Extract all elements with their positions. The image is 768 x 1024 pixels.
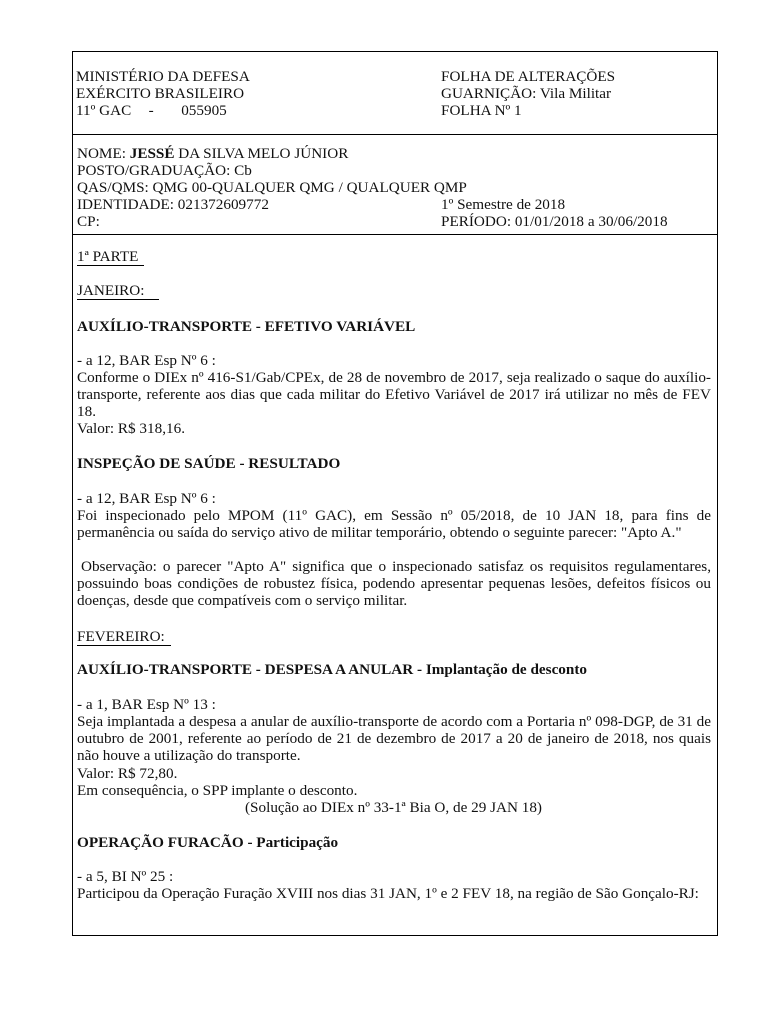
name-label: NOME:	[77, 145, 126, 162]
header-divider	[72, 134, 718, 135]
section3-title-sub: - Implantação de desconto	[413, 661, 587, 678]
name-rest: DA SILVA MELO JÚNIOR	[178, 145, 349, 162]
month-february-text: FEVEREIRO:	[77, 628, 171, 646]
person-cp: CP:	[77, 213, 100, 230]
part-heading	[77, 248, 144, 266]
section3-consequence: Em consequência, o SPP implante o desconto.	[77, 782, 358, 799]
person-divider	[72, 234, 718, 235]
ministry-label: MINISTÉRIO DA DEFESA	[76, 68, 250, 85]
section4-title-sub: - Participação	[243, 834, 339, 851]
section3-ref: - a 1, BAR Esp Nº 13 :	[77, 696, 216, 713]
person-period: PERÍODO: 01/01/2018 a 30/06/2018	[441, 213, 668, 230]
header-right	[441, 68, 615, 119]
section3-title-main: AUXÍLIO-TRANSPORTE - DESPESA A ANULAR	[77, 661, 414, 678]
part-heading-text: 1ª PARTE	[77, 248, 144, 266]
section1-title: AUXÍLIO-TRANSPORTE - EFETIVO VARIÁVEL	[77, 318, 416, 335]
section2-text: Foi inspecionado pelo MPOM (11º GAC), em Sessão nº 05/2018, de 10 JAN 18, para fins de permanência ou saída do serviço ativo de militar temporário, obtendo o seguinte parecer: "Apto A."	[77, 507, 711, 541]
section4-title	[77, 834, 338, 851]
person-name	[77, 145, 348, 162]
person-qas: QAS/QMS: QMG 00-QUALQUER QMG / QUALQUER QMP	[77, 179, 467, 196]
name-first: JESSÉ	[129, 145, 175, 162]
unit-name: 11º GAC	[76, 102, 132, 119]
header-left	[76, 68, 250, 119]
section1-ref: - a 12, BAR Esp Nº 6 :	[77, 352, 216, 369]
sheet-number: FOLHA Nº 1	[441, 102, 522, 119]
unit-code: 055905	[181, 102, 227, 119]
section4-title-main: OPERAÇÃO FURACÃO	[77, 834, 244, 851]
section3-text: Seja implantada a despesa a anular de auxílio-transporte de acordo com a Portaria nº 098-DGP, de 31 de outubro de 2001, referente ao período de 21 de dezembro de 2017 a 20 de janeiro de 2018, nos quais não houve a utilização do transporte.	[77, 713, 711, 764]
person-id: IDENTIDADE: 021372609772	[77, 196, 269, 213]
person-rank: POSTO/GRADUAÇÃO: Cb	[77, 162, 252, 179]
section1-value: Valor: R$ 318,16.	[77, 420, 185, 437]
army-label: EXÉRCITO BRASILEIRO	[76, 85, 245, 102]
month-january-text: JANEIRO:	[77, 282, 159, 300]
month-february	[77, 628, 171, 646]
section3-solution: (Solução ao DIEx nº 33-1ª Bia O, de 29 JAN 18)	[245, 799, 542, 816]
unit-dash: -	[148, 102, 154, 119]
section1-text: Conforme o DIEx nº 416-S1/Gab/CPEx, de 28 de novembro de 2017, seja realizado o saque do auxílio-transporte, referente aos dias que cada militar do Efetivo Variável de 2017 irá utilizar no mês de FEV 18.	[77, 369, 711, 420]
unit-line	[76, 102, 250, 119]
section2-ref: - a 12, BAR Esp Nº 6 :	[77, 490, 216, 507]
section3-title	[77, 661, 587, 678]
section4-text: Participou da Operação Furação XVIII nos dias 31 JAN, 1º e 2 FEV 18, na região de São Gonçalo-RJ:	[77, 885, 699, 902]
garrison-label: GUARNIÇÃO: Vila Militar	[441, 85, 612, 102]
section2-title: INSPEÇÃO DE SAÚDE - RESULTADO	[77, 455, 341, 472]
section3-value: Valor: R$ 72,80.	[77, 765, 178, 782]
section2-observation: Observação: o parecer "Apto A" significa que o inspecionado satisfaz os requisitos regulamentares, possuindo boas condições de robustez física, podendo apresentar pequenas lesões, defeitos físicos ou doenças, desde que compatíveis com o serviço militar.	[77, 558, 711, 609]
person-semester: 1º Semestre de 2018	[441, 196, 566, 213]
month-january	[77, 282, 159, 300]
sheet-title: FOLHA DE ALTERAÇÕES	[441, 68, 616, 85]
section4-ref: - a 5, BI Nº 25 :	[77, 868, 174, 885]
